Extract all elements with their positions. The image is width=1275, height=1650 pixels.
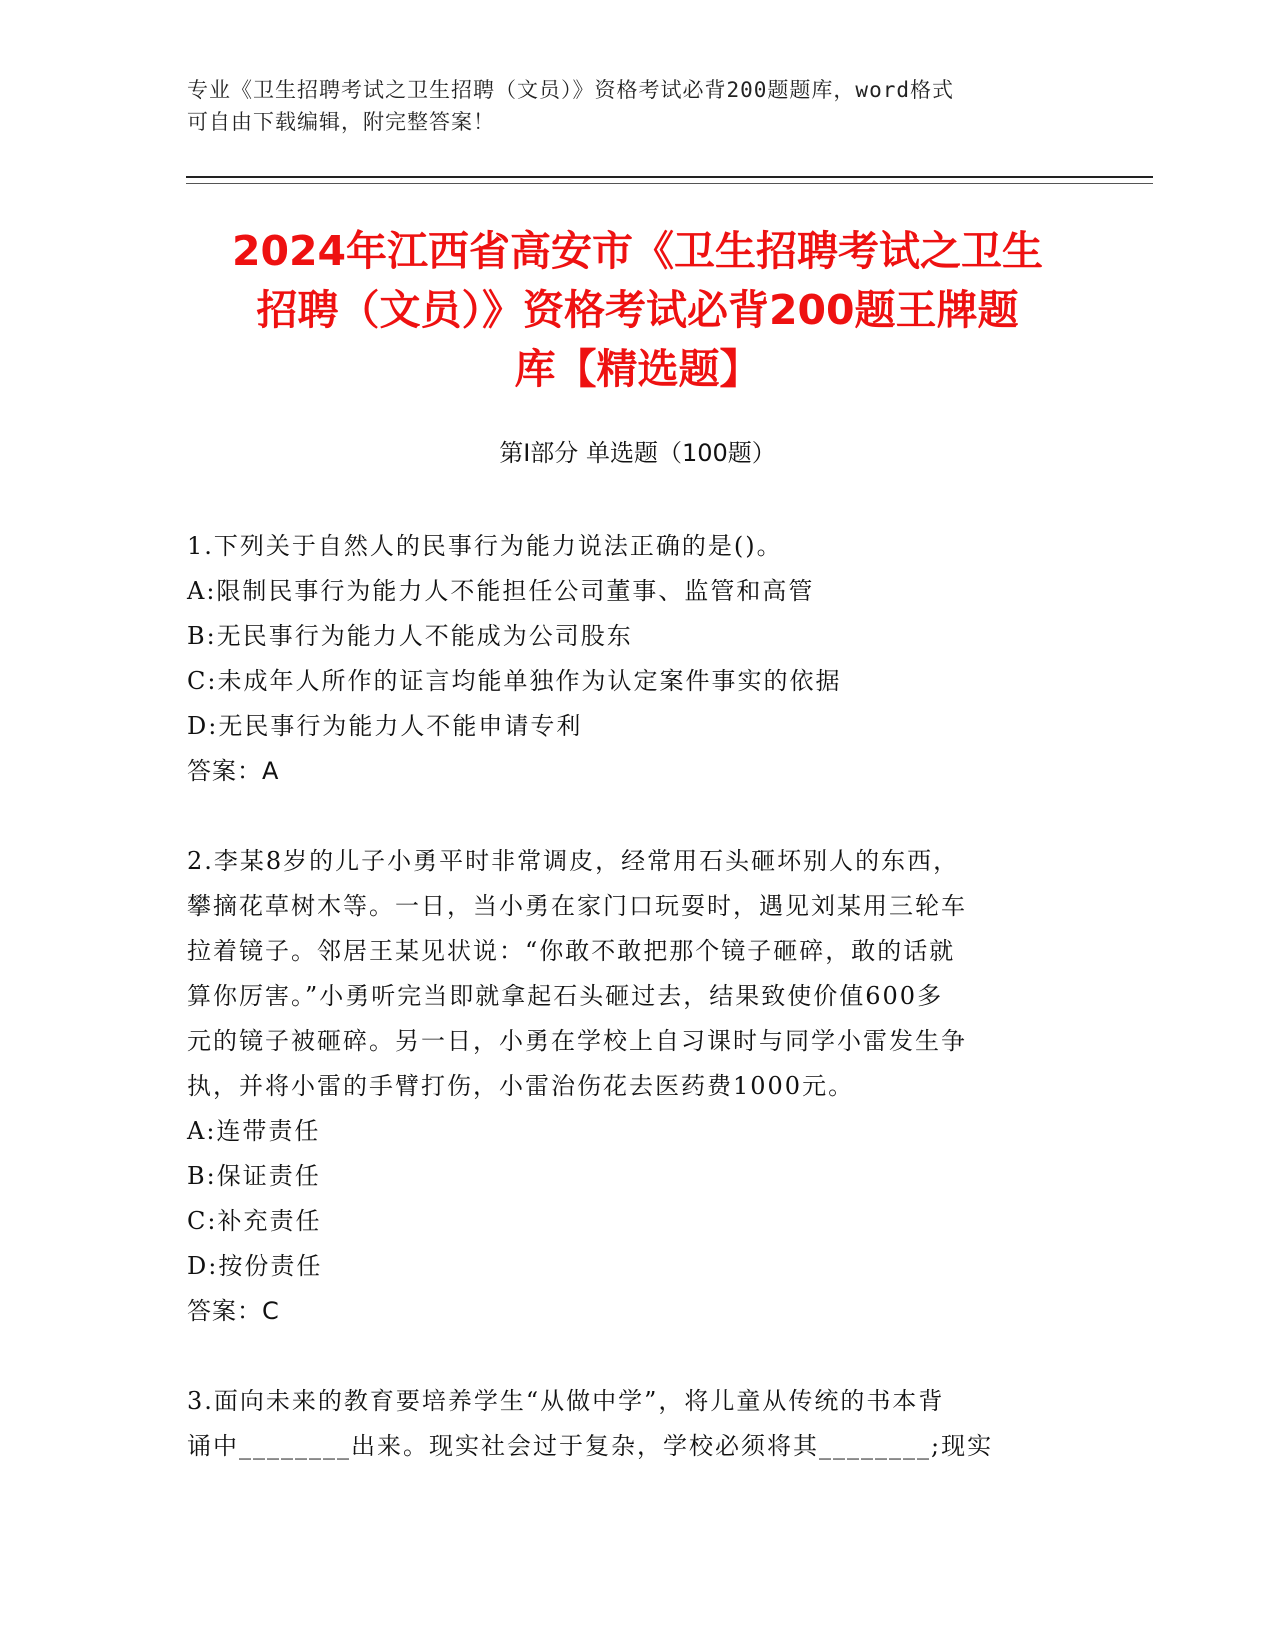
- option-b: B:保证责任: [187, 1162, 321, 1190]
- question-stem: 执，并将小雷的手臂打伤，小雷治伤花去医药费1000元。: [187, 1072, 855, 1100]
- question-stem: 诵中________出来。现实社会过于复杂，学校必须将其________;现实: [187, 1432, 994, 1460]
- header-rule-thick: [186, 176, 1153, 178]
- question-3: [187, 1379, 1087, 1469]
- question-stem: 1.下列关于自然人的民事行为能力说法正确的是()。: [187, 532, 783, 560]
- option-c: C:未成年人所作的证言均能单独作为认定案件事实的依据: [187, 667, 842, 695]
- title-line-2: 招聘（文员）》资格考试必背200题王牌题: [256, 286, 1019, 334]
- option-b: B:无民事行为能力人不能成为公司股东: [187, 622, 633, 650]
- option-d: D:按份责任: [187, 1252, 323, 1280]
- question-spacer: [187, 794, 1087, 839]
- option-a: A:连带责任: [187, 1117, 321, 1145]
- question-stem: 攀摘花草树木等。一日，当小勇在家门口玩耍时，遇见刘某用三轮车: [187, 892, 967, 920]
- header-note: [187, 74, 1067, 138]
- question-stem: 元的镜子被砸碎。另一日，小勇在学校上自习课时与同学小雷发生争: [187, 1027, 967, 1055]
- answer-label: 答案：A: [187, 757, 280, 785]
- option-a: A:限制民事行为能力人不能担任公司董事、监管和高管: [187, 577, 815, 605]
- question-stem: 拉着镜子。邻居王某见状说：“你敢不敢把那个镜子砸碎，敢的话就: [187, 937, 956, 965]
- document-title: [160, 222, 1115, 399]
- question-list: [187, 524, 1087, 1469]
- question-stem: 算你厉害。”小勇听完当即就拿起石头砸过去，结果致使价值600多: [187, 982, 944, 1010]
- title-line-1: 2024年江西省高安市《卫生招聘考试之卫生: [231, 227, 1044, 275]
- title-line-3: 库【精选题】: [514, 345, 761, 393]
- question-spacer: [187, 1334, 1087, 1379]
- section-heading: 第Ⅰ部分 单选题（100题）: [499, 439, 776, 467]
- header-note-line-1: 专业《卫生招聘考试之卫生招聘（文员）》资格考试必背200题题库，word格式: [187, 78, 954, 102]
- question-stem: 2.李某8岁的儿子小勇平时非常调皮，经常用石头砸坏别人的东西，: [187, 847, 960, 875]
- question-2: [187, 839, 1087, 1334]
- option-d: D:无民事行为能力人不能申请专利: [187, 712, 583, 740]
- header-note-line-2: 可自由下载编辑，附完整答案！: [187, 110, 495, 134]
- question-stem: 3.面向未来的教育要培养学生“从做中学”，将儿童从传统的书本背: [187, 1387, 945, 1415]
- question-1: [187, 524, 1087, 794]
- header-rule-thin: [186, 183, 1153, 184]
- option-c: C:补充责任: [187, 1207, 322, 1235]
- answer-label: 答案：C: [187, 1297, 280, 1325]
